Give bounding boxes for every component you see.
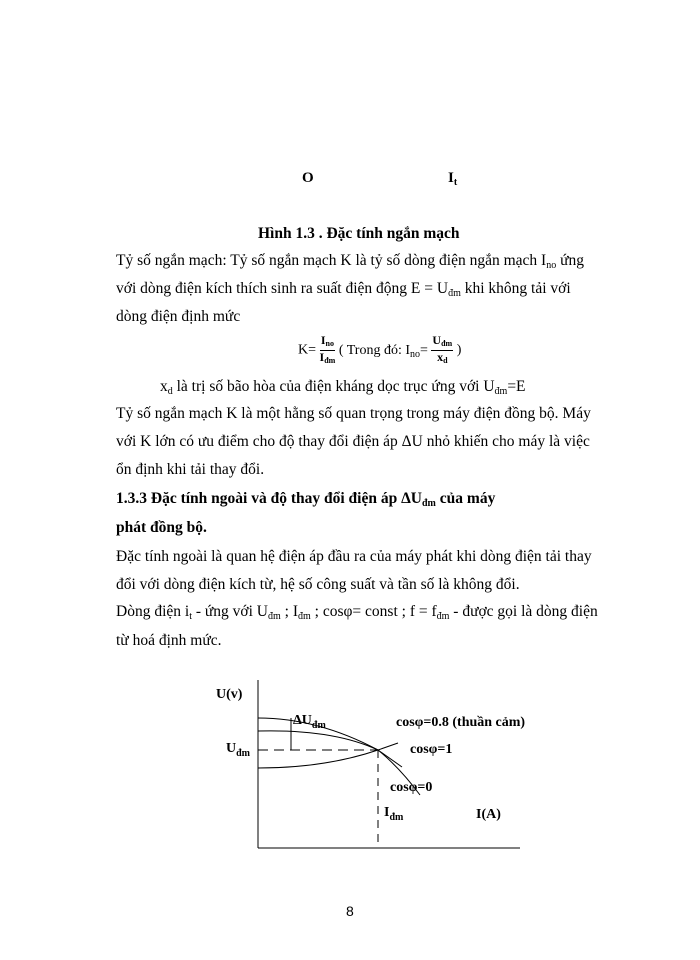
para2-x: x bbox=[160, 378, 168, 395]
x-axis-label: I(A) bbox=[476, 807, 501, 822]
formula-k-label: K= bbox=[298, 342, 317, 358]
para1-line2-end: khi không tải với bbox=[460, 280, 571, 297]
para5-line1: Dòng điện $i_t$ - ứng với $U_{đm}$ ; $I_{đm}$ ; cosφ= const ; $f = f_{đm}$ - được gọi là dòng điện bbox=[116, 603, 598, 622]
current-label-main: I bbox=[448, 170, 454, 186]
u-rated-label: $U_{đm}$ bbox=[226, 741, 251, 759]
section-heading-line2: phát đồng bộ. bbox=[116, 519, 207, 536]
para3-line2: với K lớn có ưu điểm cho độ thay đổi điện áp ΔU nhỏ khiến cho máy là việc bbox=[116, 433, 590, 450]
curve-label-cos-1: cosφ=1 bbox=[410, 742, 453, 757]
para4-line2: đổi với dòng điện kích từ, hệ số công suất và tần số là không đổi. bbox=[116, 576, 520, 593]
para1-line1-sub: no bbox=[546, 260, 557, 271]
para1-line2-sub: đm bbox=[448, 288, 461, 299]
y-axis-label: U(v) bbox=[216, 687, 243, 702]
para2-text: là trị số bão hòa của điện kháng dọc trục ứng với U bbox=[172, 378, 495, 395]
formula-inner-numerator: $U_{đm}$ bbox=[431, 334, 453, 351]
delta-u-label: $\Delta U_{đm}$ bbox=[293, 713, 326, 731]
section-heading-line1: 1.3.3 Đặc tính ngoài và độ thay đổi điện áp $\Delta U_{đm}$ của máy bbox=[116, 490, 496, 509]
curve-label-cos-0: cosφ=0 bbox=[390, 780, 433, 795]
formula-paren-close: ) bbox=[456, 342, 462, 358]
formula-inner-denominator: $x_d$ bbox=[437, 350, 448, 365]
para1-line1-text: Tỷ số ngắn mạch: Tỷ số ngắn mạch K là tỷ số dòng điện ngắn mạch I bbox=[116, 252, 547, 269]
para4-line1: Đặc tính ngoài là quan hệ điện áp đầu ra của máy phát khi dòng điện tải thay bbox=[116, 548, 592, 565]
page-number: 8 bbox=[346, 903, 354, 919]
curve-label-cos-0-8: cosφ=0.8 (thuần cảm) bbox=[396, 715, 526, 730]
curve-cos-0 bbox=[258, 743, 398, 768]
para5-line2: từ hoá định mức. bbox=[116, 632, 222, 649]
para1-line2-text: với dòng điện kích thích sinh ra suất điện động E = U bbox=[116, 280, 449, 297]
formula-k-denominator: $I_{đm}$ bbox=[319, 350, 336, 365]
figure-caption: Hình 1.3 . Đặc tính ngắn mạch bbox=[258, 225, 460, 242]
para3-line3: ổn định khi tải thay đổi. bbox=[116, 461, 265, 478]
para3-line1: Tỷ số ngắn mạch K là một hằng số quan trọng trong máy điện đồng bộ. Máy bbox=[116, 405, 591, 422]
origin-label: O bbox=[302, 170, 314, 186]
para1-line3: dòng điện định mức bbox=[116, 308, 241, 325]
para2-end: =E bbox=[507, 378, 526, 395]
para1-line1-end: ứng bbox=[556, 252, 584, 269]
para2-u-sub: đm bbox=[494, 386, 508, 397]
i-rated-label: $I_{đm}$ bbox=[384, 805, 404, 823]
formula-paren-open: ( Trong đó: $I_{no}=$ bbox=[338, 342, 428, 360]
curve-cos-0-8 bbox=[258, 718, 402, 767]
current-label-sub: t bbox=[453, 177, 458, 188]
formula-k-numerator: $I_{no}$ bbox=[320, 334, 336, 351]
para2-x-sub: d bbox=[167, 386, 173, 397]
